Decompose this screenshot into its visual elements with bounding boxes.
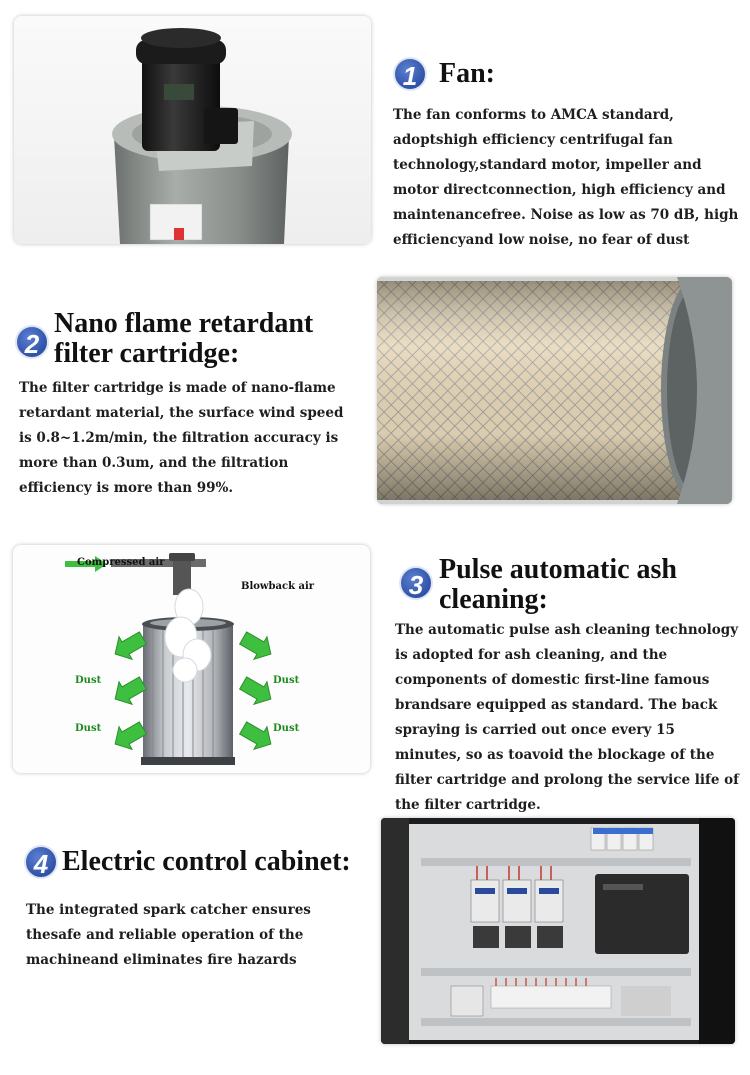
electric-cabinet-image (381, 818, 735, 1044)
pulse-cleaning-diagram (13, 545, 370, 773)
filter-cartridge-image (377, 277, 732, 504)
section-number-badge: 3 (399, 566, 433, 600)
section-description: The automatic pulse ash cleaning technology is adopted for ash cleaning, and the components of domestic first-line famous brandsare equipped as standard. The back spraying is carried out once every 15 minutes, so as toavoid the blockage of the filter cartridge and prolong the service life of the filter cartridge. (395, 622, 739, 813)
section-title: Nano flame retardant filter cartridge: (54, 308, 314, 369)
compressed-air-label: Compressed air (77, 557, 165, 568)
blowback-air-label: Blowback air (241, 581, 315, 592)
section-description: The filter cartridge is made of nano-flame retardant material, the surface wind speed is 0.8~1.2m/min, the filtration accuracy is more than 0.3um, and the filtration efficiency is more than 99%. (19, 380, 344, 496)
section-title: Fan: (439, 58, 495, 89)
dust-label: Dust (273, 723, 300, 734)
fan-image (14, 16, 371, 244)
section-title: Electric control cabinet: (62, 846, 351, 877)
section-description: The fan conforms to AMCA standard, adoptshigh efficiency centrifugal fan technology,standard motor, impeller and motor directconnection, high efficiency and maintenancefree. Noise as low as 70 dB, high efficiencyand low noise, no fear of dust (393, 107, 739, 248)
dust-label: Dust (75, 675, 102, 686)
section-number-badge: 4 (24, 845, 58, 879)
section-description: The integrated spark catcher ensures thesafe and reliable operation of the machineand eliminates fire hazards (26, 902, 311, 968)
dust-label: Dust (273, 675, 300, 686)
section-title: Pulse automatic ash cleaning: (439, 554, 677, 615)
section-number-badge: 2 (15, 325, 49, 359)
dust-label: Dust (75, 723, 102, 734)
section-number-badge: 1 (393, 57, 427, 91)
